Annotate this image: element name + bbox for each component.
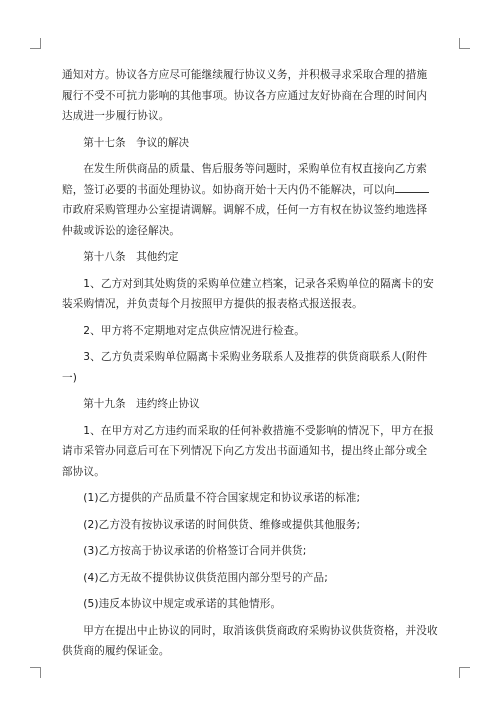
article-19-item-3: (3)乙方按高于协议承诺的价格签订合同并供货;: [83, 545, 307, 557]
article-18-item-3: 3、乙方负责采购单位隔离卡采购业务联系人及推荐的供货商联系人(附件一): [62, 351, 428, 384]
article-18-item-1: 1、乙方对到其处购货的采购单位建立档案，记录各采购单位的隔离卡的安装采购情况，并负责每个月按照甲方提供的报表格式报送报表。: [62, 277, 434, 310]
fill-in-blank: [395, 182, 429, 193]
crop-mark-top-left: [30, 38, 41, 49]
document-page: [62, 65, 438, 668]
article-19-final-paragraph: 甲方在提出中止协议的同时，取消该供货商政府采购协议供货资格，并没收供货商的履约保证金。: [62, 624, 438, 657]
crop-mark-bottom-right: [459, 667, 470, 678]
crop-mark-bottom-left: [30, 667, 41, 678]
article-19-paragraph: 1、在甲方对乙方违约而采取的任何补救措施不受影响的情况下，甲方在报请市采管办同意后可在下列情况下向乙方发出书面通知书，提出终止部分或全部协议。: [62, 424, 434, 478]
article-17-text-part1: 在发生所供商品的质量、售后服务等问题时，采购单位有权直接向乙方索赔，签订必要的书面处理协议。如协商开始十天内仍不能解决，可以向: [62, 163, 427, 196]
article-19-heading: 第十九条 违约终止协议: [83, 398, 200, 410]
article-19-item-1: (1)乙方提供的产品质量不符合国家规定和协议承诺的标准;: [83, 492, 361, 504]
article-17-heading: 第十七条 争议的解决: [83, 136, 190, 149]
crop-mark-top-right: [459, 38, 470, 49]
article-18-item-2: 2、甲方将不定期地对定点供应情况进行检查。: [83, 324, 305, 337]
article-19-item-4: (4)乙方无故不提供协议供货范围内部分型号的产品;: [83, 571, 328, 584]
article-17-paragraph: [62, 159, 438, 241]
article-18-heading: 第十八条 其他约定: [83, 251, 179, 263]
intro-paragraph: 通知对方。协议各方应尽可能继续履行协议义务，并积极寻求采取合理的措施履行不受不可抗力影响的其他事项。协议各方应通过友好协商在合理的时间内达成进一步履行协议。: [62, 69, 428, 122]
article-19-item-2: (2)乙方没有按协议承诺的时间供货、维修或提供其他服务;: [83, 518, 361, 531]
article-19-item-5: (5)违反本协议中规定或承诺的其他情形。: [83, 598, 282, 610]
article-17-text-part2: 市政府采购管理办公室提请调解。调解不成，任何一方有权在协议签约地选择仲裁或诉讼的途径解决。: [62, 204, 428, 237]
